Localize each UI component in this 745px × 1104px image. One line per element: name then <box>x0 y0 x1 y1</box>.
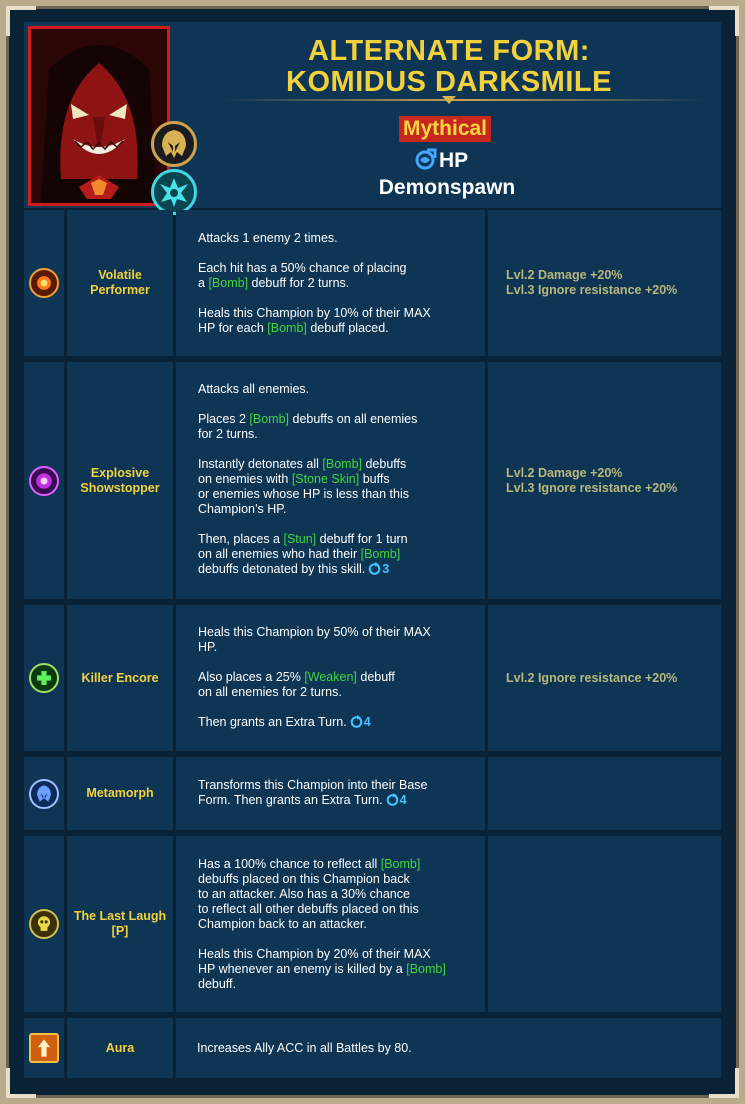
aura-icon-cell <box>24 1018 64 1078</box>
skill-books <box>488 210 721 356</box>
description-paragraph <box>198 231 478 246</box>
skill-books <box>488 605 721 751</box>
description-text: Each hit has a 50% chance of placing a <box>198 260 407 290</box>
debuff-keyword: [Bomb] <box>322 457 362 471</box>
skill-icon-cell <box>24 836 64 1012</box>
description-text: Attacks all enemies. <box>198 382 310 396</box>
champion-role <box>415 148 468 177</box>
description-text: buffs or enemies whose HP is less than this Champion’s HP. <box>198 472 409 516</box>
cooldown-icon <box>350 715 363 732</box>
description-paragraph <box>198 532 478 579</box>
green-heal-icon <box>29 663 59 693</box>
demon-face-portrait-icon <box>31 29 167 203</box>
champion-portrait <box>28 26 170 206</box>
skill-icon-cell <box>24 757 64 830</box>
cooldown-value: 3 <box>382 562 390 576</box>
debuff-keyword: [Stun] <box>283 532 317 546</box>
aura-label: Aura <box>67 1018 173 1078</box>
skill-row <box>24 362 721 599</box>
skill-cooldown <box>347 715 371 729</box>
description-text: Heals this Champion by 20% of their MAX HP whenever an enemy is killed by a <box>198 946 431 976</box>
debuff-keyword: [Bomb] <box>208 275 249 290</box>
title-divider <box>224 99 704 101</box>
book-upgrade: Lvl.2 Ignore resistance +20% <box>506 670 678 685</box>
divider-gem-icon <box>442 96 456 104</box>
skill-name: Volatile Performer <box>67 210 173 356</box>
yellow-skull-icon <box>29 909 59 939</box>
description-text: debuffs on enemies with <box>198 457 407 486</box>
skill-cooldown <box>383 793 407 807</box>
skill-row <box>24 757 721 830</box>
helmet-icon <box>154 124 194 164</box>
book-upgrade: Lvl.2 Damage +20% <box>506 268 623 282</box>
description-paragraph <box>198 457 478 517</box>
skill-books <box>488 757 721 830</box>
description-text: debuff for 1 turn on all enemies who had their <box>198 532 408 561</box>
cooldown-value: 4 <box>399 792 407 807</box>
description-text: Then grants an Extra Turn. <box>198 714 347 729</box>
description-text: Places 2 <box>198 412 250 426</box>
description-text: debuff placed. <box>306 320 389 335</box>
book-upgrade: Lvl.2 Damage +20% <box>506 465 623 480</box>
description-text: Attacks 1 enemy 2 times. <box>198 230 338 245</box>
description-text: Also places a 25% <box>198 669 305 684</box>
description-paragraph <box>198 947 478 992</box>
skill-row <box>24 210 721 356</box>
affinity-badge <box>151 169 197 215</box>
skill-description <box>176 362 485 599</box>
aura-row <box>24 1018 721 1078</box>
skill-name: The Last Laugh [P] <box>67 836 173 1012</box>
description-paragraph <box>198 778 478 810</box>
fire-burst-icon <box>29 268 59 298</box>
description-paragraph <box>198 670 478 700</box>
skill-row <box>24 836 721 1012</box>
description-text: Transforms this Champion into their Base Form. Then grants an Extra Turn. <box>198 777 428 807</box>
description-text: debuffs on all enemies for 2 turns. <box>198 412 418 441</box>
description-paragraph <box>198 382 478 397</box>
hp-role-icon <box>415 148 437 177</box>
description-paragraph <box>198 306 478 336</box>
champion-title <box>204 36 694 98</box>
debuff-keyword: [Weaken] <box>304 669 357 684</box>
champion-header <box>24 22 721 208</box>
skill-description <box>176 210 485 356</box>
skill-icon-cell <box>24 605 64 751</box>
skill-description <box>176 836 485 1012</box>
skill-icon-cell <box>24 362 64 599</box>
description-paragraph <box>198 625 478 655</box>
skill-icon-cell <box>24 210 64 356</box>
description-text: Heals this Champion by 50% of their MAX HP. <box>198 624 431 654</box>
skill-row <box>24 605 721 751</box>
skill-books <box>488 836 721 1012</box>
cooldown-icon <box>386 793 399 810</box>
blue-helmet-icon <box>29 779 59 809</box>
description-text: Heals this Champion by 10% of their MAX HP for each <box>198 305 431 335</box>
skill-name: Explosive Showstopper <box>67 362 173 599</box>
title-line-2: KOMIDUS DARKSMILE <box>286 66 612 98</box>
description-text: debuff on all enemies for 2 turns. <box>198 669 395 699</box>
void-affinity-icon <box>154 172 194 212</box>
description-text: Has a 100% chance to reflect all <box>198 856 381 871</box>
description-paragraph <box>198 261 478 291</box>
description-text: debuff. <box>198 976 237 991</box>
description-paragraph <box>198 412 478 442</box>
cooldown-icon <box>368 562 381 579</box>
description-paragraph <box>198 715 478 732</box>
debuff-keyword: [Stone Skin] <box>291 472 360 486</box>
rarity-badge: Mythical <box>399 116 491 142</box>
debuff-keyword: [Bomb] <box>406 961 446 976</box>
book-upgrade: Lvl.3 Ignore resistance +20% <box>506 480 678 495</box>
debuff-keyword: [Bomb] <box>249 412 290 426</box>
skill-description <box>176 757 485 830</box>
skill-description <box>176 605 485 751</box>
description-text: debuffs detonated by this skill. <box>198 562 366 576</box>
role-label: HP <box>439 149 469 172</box>
faction-name: Demonspawn <box>378 176 516 199</box>
skill-name: Killer Encore <box>67 605 173 751</box>
debuff-keyword: [Bomb] <box>360 547 401 561</box>
accuracy-aura-icon <box>29 1033 59 1063</box>
description-text: Then, places a <box>198 532 284 546</box>
aura-description <box>176 1018 721 1078</box>
description-text: debuffs placed on this Champion back to an attacker. Also has a 30% chance to reflect all other debuffs placed on this Champion back to an attacker. <box>198 871 419 931</box>
skill-cooldown <box>365 562 389 576</box>
skill-books <box>488 362 721 599</box>
description-text: Instantly detonates all <box>198 457 323 471</box>
aura-text: Increases Ally ACC in all Battles by 80. <box>197 1041 412 1055</box>
description-text: debuff for 2 turns. <box>248 275 350 290</box>
title-line-1: ALTERNATE FORM: <box>308 35 590 67</box>
debuff-keyword: [Bomb] <box>267 320 307 335</box>
skill-name: Metamorph <box>67 757 173 830</box>
book-upgrade: Lvl.3 Ignore resistance +20% <box>506 283 678 297</box>
faction-badge <box>151 121 197 167</box>
debuff-keyword: [Bomb] <box>380 856 421 871</box>
description-paragraph <box>198 857 478 932</box>
cooldown-value: 4 <box>363 714 371 729</box>
purple-explosion-icon <box>29 466 59 496</box>
